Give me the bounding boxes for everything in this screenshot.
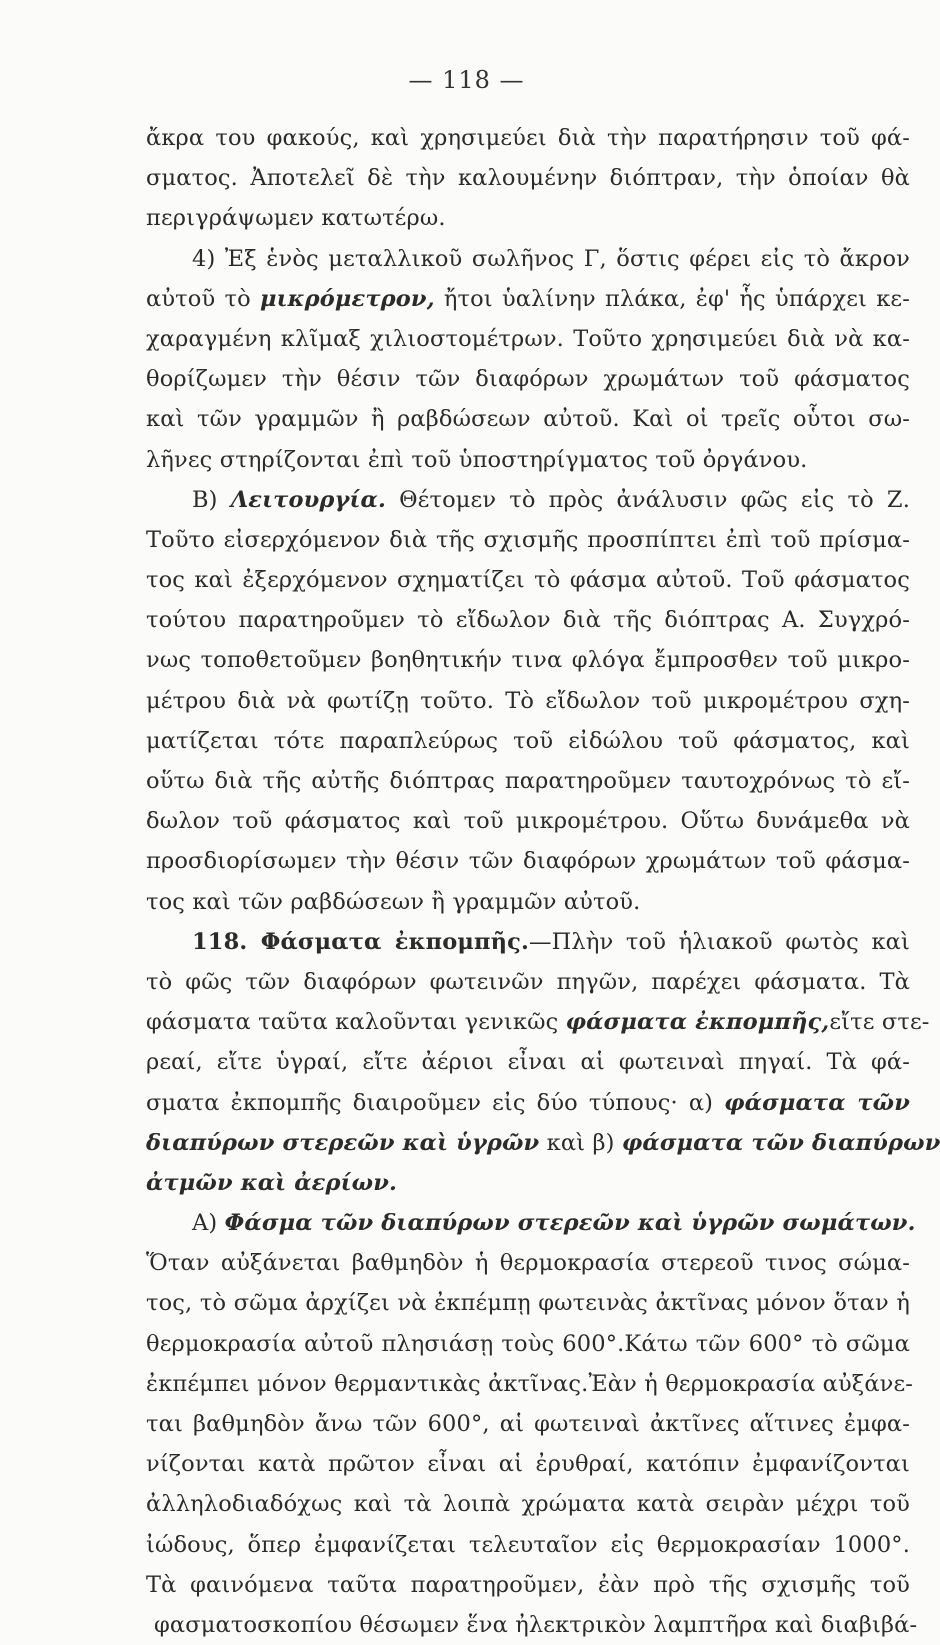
text-line: καὶ τῶν γραμμῶν ἢ ραβδώσεων αὐτοῦ. Καὶ οἱ τρεῖς οὗτοι σω-: [146, 406, 910, 433]
term-spectra-b: φάσματα τῶν διαπύρων: [621, 1129, 940, 1156]
section-heading: 118. Φάσματα ἐκπομπῆς.: [192, 928, 529, 955]
body-text: [146, 118, 940, 1645]
text-line: ἰώδους, ὅπερ ἐμφανίζεται τελευταῖον εἰς θερμοκρασίαν 1000°.: [146, 1531, 910, 1558]
text-line: τος καὶ ἐξερχόμενον σχηματίζει τὸ φάσμα αὐτοῦ. Τοῦ φάσματος: [146, 567, 910, 594]
term-spectra-a: φάσματα τῶν: [724, 1089, 910, 1116]
text-line: Τοῦτο εἰσερχόμενον διὰ τῆς σχισμῆς προσπίπτει ἐπὶ τοῦ πρίσμα-: [146, 526, 910, 553]
text-line: ται βαθμηδὸν ἄνω τῶν 600°, αἱ φωτειναὶ ἀκτῖνες αἵτινες ἐμφα-: [146, 1411, 910, 1437]
text-line: ἀτμῶν καὶ ἀερίων.: [146, 1169, 397, 1196]
text-line: ἀλληλοδιαδόχως καὶ τὰ λοιπὰ χρώματα κατὰ σειρὰν μέχρι τοῦ: [146, 1491, 910, 1518]
term-emission-spectra: φάσματα ἐκπομπῆς,: [565, 1009, 830, 1036]
text-line: οὕτω διὰ τῆς αὐτῆς διόπτρας παρατηροῦμεν ταυτοχρόνως τὸ εἴ-: [146, 768, 910, 794]
heading-solid-liquid-spectrum: Φάσμα τῶν διαπύρων στερεῶν καὶ ὑγρῶν σωμάτων.: [224, 1210, 916, 1237]
text-line: Ὅταν αὐξάνεται βαθμηδὸν ἡ θερμοκρασία στερεοῦ τινος σώμα-: [146, 1250, 910, 1277]
text-line: ἄκρα του φακούς, καὶ χρησιμεύει διὰ τὴν παρατήρησιν τοῦ φά-: [146, 125, 910, 151]
text-line: προσδιορίσωμεν τὴν θέσιν τῶν διαφόρων χρωμάτων τοῦ φάσμα-: [146, 848, 910, 875]
text-line: B) Λειτουργία. Θέτομεν τὸ πρὸς ἀνάλυσιν φῶς εἰς τὸ Ζ.: [192, 486, 910, 513]
text-line: διαπύρων στερεῶν καὶ ὑγρῶν καὶ β) φάσματα τῶν διαπύρων: [146, 1129, 940, 1156]
text-line: θερμοκρασία αὐτοῦ πλησιάσῃ τοὺς 600°.Κάτω τῶν 600° τὸ σῶμα: [146, 1330, 910, 1357]
text-line: μέτρου διὰ νὰ φωτίζῃ τοῦτο. Τὸ εἴδωλον τοῦ μικρομέτρου σχη-: [146, 687, 910, 714]
text-line: δωλον τοῦ φάσματος καὶ τοῦ μικρομέτρου. Οὕτω δυνάμεθα νὰ: [146, 808, 910, 835]
text-line: αὐτοῦ τὸ μικρόμετρον, ἤτοι ὑαλίνην πλάκα, ἐφ' ἧς ὑπάρχει κε-: [146, 285, 910, 312]
text-line: ἐκπέμπει μόνον θερμαντικὰς ἀκτῖνας.Ἐὰν ἡ θερμοκρασία αὐξάνε-: [146, 1370, 914, 1397]
term-micrometer: μικρόμετρον,: [259, 285, 435, 312]
text-line: φασματοσκοπίου θέσωμεν ἕνα ἠλεκτρικὸν λαμπτῆρα καὶ διαβιβά-: [154, 1611, 918, 1638]
text-line: 4) Ἐξ ἑνὸς μεταλλικοῦ σωλῆνος Γ, ὅστις φέρει εἰς τὸ ἄκρον: [192, 245, 910, 272]
text-line: τούτου παρατηροῦμεν τὸ εἴδωλον διὰ τῆς διόπτρας Α. Συγχρό-: [146, 607, 910, 634]
heading-function: Λειτουργία.: [230, 486, 386, 513]
text-line: τος καὶ τῶν ραβδώσεων ἢ γραμμῶν αὐτοῦ.: [146, 888, 641, 915]
text-line: τος, τὸ σῶμα ἀρχίζει νὰ ἐκπέμπῃ φωτεινὰς ἀκτῖνας μόνον ὅταν ἡ: [146, 1290, 910, 1317]
text-line: νως τοποθετοῦμεν βοηθητικήν τινα φλόγα ἔμπροσθεν τοῦ μικρο-: [146, 647, 910, 674]
text-line: Τὰ φαινόμενα ταῦτα παρατηροῦμεν, ἐὰν πρὸ τῆς σχισμῆς τοῦ: [146, 1571, 910, 1598]
text-line: A) Φάσμα τῶν διαπύρων στερεῶν καὶ ὑγρῶν σωμάτων.: [192, 1210, 916, 1237]
text-line: σματος. Ἀποτελεῖ δὲ τὴν καλουμένην διόπτραν, τὴν ὁποίαν θὰ: [146, 165, 910, 192]
text-line: ματίζεται τότε παραπλεύρως τοῦ εἰδώλου τοῦ φάσματος, καὶ: [146, 727, 910, 754]
text-line: χαραγμένη κλῖμαξ χιλιοστομέτρων. Τοῦτο χρησιμεύει διὰ νὰ κα-: [146, 325, 910, 352]
text-line: θορίζωμεν τὴν θέσιν τῶν διαφόρων χρωμάτων τοῦ φάσματος: [146, 366, 910, 393]
text-line: περιγράψωμεν κατωτέρω.: [146, 205, 446, 232]
text-line: λῆνες στηρίζονται ἐπὶ τοῦ ὑποστηρίγματος τοῦ ὀργάνου.: [146, 446, 808, 473]
text-line: νίζονται κατὰ πρῶτον εἶναι αἱ ἐρυθραί, κατόπιν ἐμφανίζονται: [146, 1451, 910, 1478]
text-line: φάσματα ταῦτα καλοῦνται γενικῶς φάσματα ἐκπομπῆς,εἴτε στε-: [146, 1009, 930, 1036]
text-line: ρεαί, εἴτε ὑγραί, εἴτε ἀέριοι εἶναι αἱ φωτειναὶ πηγαί. Τὰ φά-: [146, 1049, 910, 1076]
page-number: — 118 —: [408, 66, 525, 94]
text-line: 118. Φάσματα ἐκπομπῆς.—Πλὴν τοῦ ἡλιακοῦ φωτὸς καὶ: [192, 928, 910, 955]
text-line: τὸ φῶς τῶν διαφόρων φωτεινῶν πηγῶν, παρέχει φάσματα. Τὰ: [146, 968, 910, 995]
text-line: σματα ἐκπομπῆς διαιροῦμεν εἰς δύο τύπους· α) φάσματα τῶν: [146, 1089, 910, 1116]
